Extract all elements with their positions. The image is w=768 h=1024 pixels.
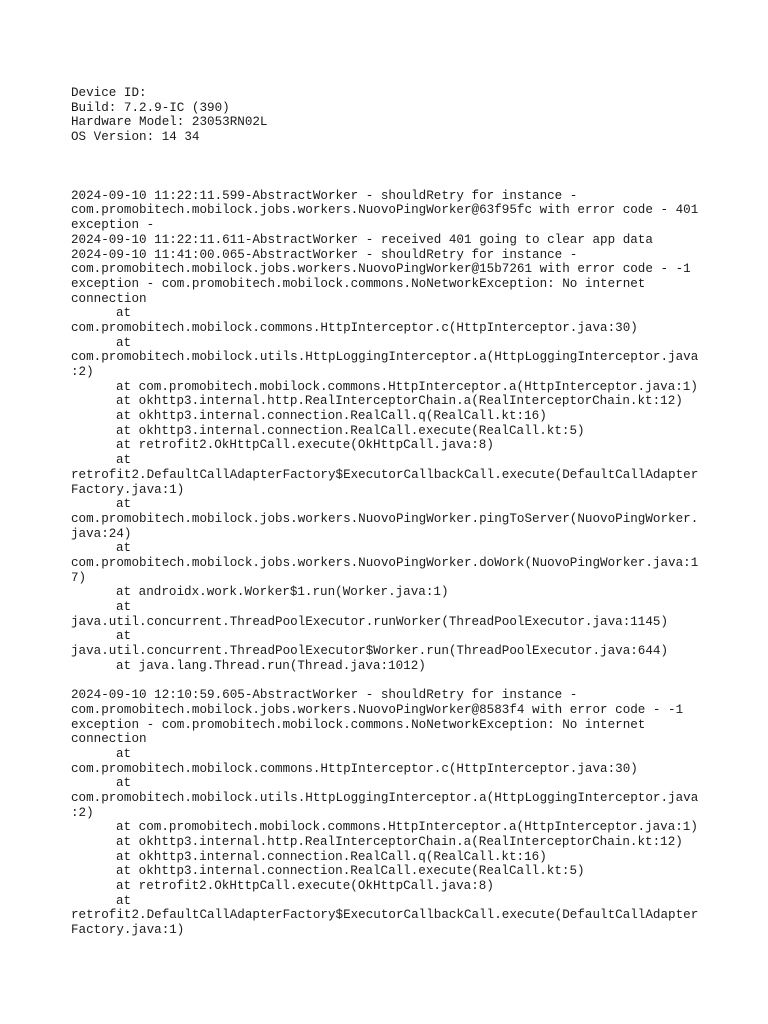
stack-line: java.util.concurrent.ThreadPoolExecutor.runWorker(ThreadPoolExecutor.java:1145) [71, 614, 669, 629]
log-line: com.promobitech.mobilock.jobs.workers.NuovoPingWorker@15b7261 with error code - -1 [71, 262, 691, 277]
stack-line: at [116, 541, 132, 556]
log-line: exception - com.promobitech.mobilock.commons.NoNetworkException: No internet [71, 276, 646, 291]
stack-line: at okhttp3.internal.connection.RealCall.q(RealCall.kt:16) [116, 849, 547, 864]
stack-trace [71, 747, 711, 938]
device-id-line: Device ID: [71, 86, 147, 100]
stack-line: :2) [71, 365, 94, 379]
os-version-line: OS Version: 14 34 [71, 130, 200, 145]
log-entry [71, 248, 711, 674]
stack-line: at okhttp3.internal.connection.RealCall.q(RealCall.kt:16) [116, 409, 547, 424]
stack-line: com.promobitech.mobilock.commons.HttpInterceptor.c(HttpInterceptor.java:30) [71, 320, 638, 335]
stack-line: Factory.java:1) [71, 923, 185, 938]
log-line: 2024-09-10 11:22:11.611-AbstractWorker - received 401 going to clear app data [71, 232, 653, 247]
stack-line: at [116, 893, 132, 908]
log-line: connection [71, 291, 147, 306]
log-entry [71, 233, 711, 248]
log-line: 2024-09-10 11:22:11.599-AbstractWorker - shouldRetry for instance - [71, 188, 578, 203]
spacer [71, 673, 711, 688]
log-line: 2024-09-10 12:10:59.605-AbstractWorker - shouldRetry for instance - [71, 688, 578, 703]
log-line: 2024-09-10 11:41:00.065-AbstractWorker - shouldRetry for instance - [71, 247, 578, 262]
stack-line: at okhttp3.internal.http.RealInterceptorChain.a(RealInterceptorChain.kt:12) [116, 394, 683, 409]
stack-line: at okhttp3.internal.connection.RealCall.execute(RealCall.kt:5) [116, 864, 585, 879]
stack-line: at retrofit2.OkHttpCall.execute(OkHttpCall.java:8) [116, 879, 494, 894]
stack-line: at com.promobitech.mobilock.commons.HttpInterceptor.a(HttpInterceptor.java:1) [116, 820, 698, 835]
stack-line: com.promobitech.mobilock.utils.HttpLoggingInterceptor.a(HttpLoggingInterceptor.java [71, 350, 699, 365]
stack-line: 7) [71, 570, 87, 585]
stack-line: at [116, 453, 132, 468]
stack-line: Factory.java:1) [71, 482, 185, 497]
stack-line: at [116, 306, 132, 321]
stack-line: com.promobitech.mobilock.utils.HttpLoggingInterceptor.a(HttpLoggingInterceptor.java [71, 790, 699, 805]
stack-line: com.promobitech.mobilock.jobs.workers.NuovoPingWorker.doWork(NuovoPingWorker.java:1 [71, 555, 699, 570]
stack-line: java:24) [71, 526, 132, 541]
stack-line: at com.promobitech.mobilock.commons.HttpInterceptor.a(HttpInterceptor.java:1) [116, 379, 698, 394]
stack-line: at [116, 335, 132, 350]
log-line: com.promobitech.mobilock.jobs.workers.NuovoPingWorker@8583f4 with error code - -1 [71, 702, 684, 717]
stack-line: at [116, 746, 132, 761]
hardware-model-line: Hardware Model: 23053RN02L [71, 115, 268, 130]
stack-trace [71, 306, 711, 673]
stack-line: com.promobitech.mobilock.jobs.workers.NuovoPingWorker.pingToServer(NuovoPingWorker. [71, 511, 699, 526]
stack-line: :2) [71, 805, 94, 820]
stack-line: at retrofit2.OkHttpCall.execute(OkHttpCall.java:8) [116, 438, 494, 453]
stack-line: at [116, 776, 132, 791]
spacer [71, 145, 711, 189]
stack-line: at okhttp3.internal.connection.RealCall.execute(RealCall.kt:5) [116, 423, 585, 438]
log-document [71, 86, 711, 938]
log-line: exception - [71, 218, 155, 233]
log-line: com.promobitech.mobilock.jobs.workers.NuovoPingWorker@63f95fc with error code - 401 [71, 203, 699, 218]
stack-line: retrofit2.DefaultCallAdapterFactory$ExecutorCallbackCall.execute(DefaultCallAdapter [71, 467, 699, 482]
stack-line: com.promobitech.mobilock.commons.HttpInterceptor.c(HttpInterceptor.java:30) [71, 761, 638, 776]
build-line: Build: 7.2.9-IC (390) [71, 100, 230, 115]
log-line: exception - com.promobitech.mobilock.commons.NoNetworkException: No internet [71, 717, 646, 732]
log-entry [71, 688, 711, 938]
log-entry [71, 189, 711, 233]
stack-line: at [116, 600, 132, 614]
stack-line: at [116, 629, 132, 644]
log-line: connection [71, 732, 147, 747]
device-info-header [71, 86, 711, 145]
stack-line: at okhttp3.internal.http.RealInterceptorChain.a(RealInterceptorChain.kt:12) [116, 835, 683, 849]
stack-line: at java.lang.Thread.run(Thread.java:1012) [116, 658, 426, 673]
stack-line: at [116, 497, 132, 512]
stack-line: at androidx.work.Worker$1.run(Worker.java:1) [116, 585, 449, 600]
stack-line: java.util.concurrent.ThreadPoolExecutor$Worker.run(ThreadPoolExecutor.java:644) [71, 644, 669, 659]
stack-line: retrofit2.DefaultCallAdapterFactory$ExecutorCallbackCall.execute(DefaultCallAdapter [71, 908, 699, 923]
